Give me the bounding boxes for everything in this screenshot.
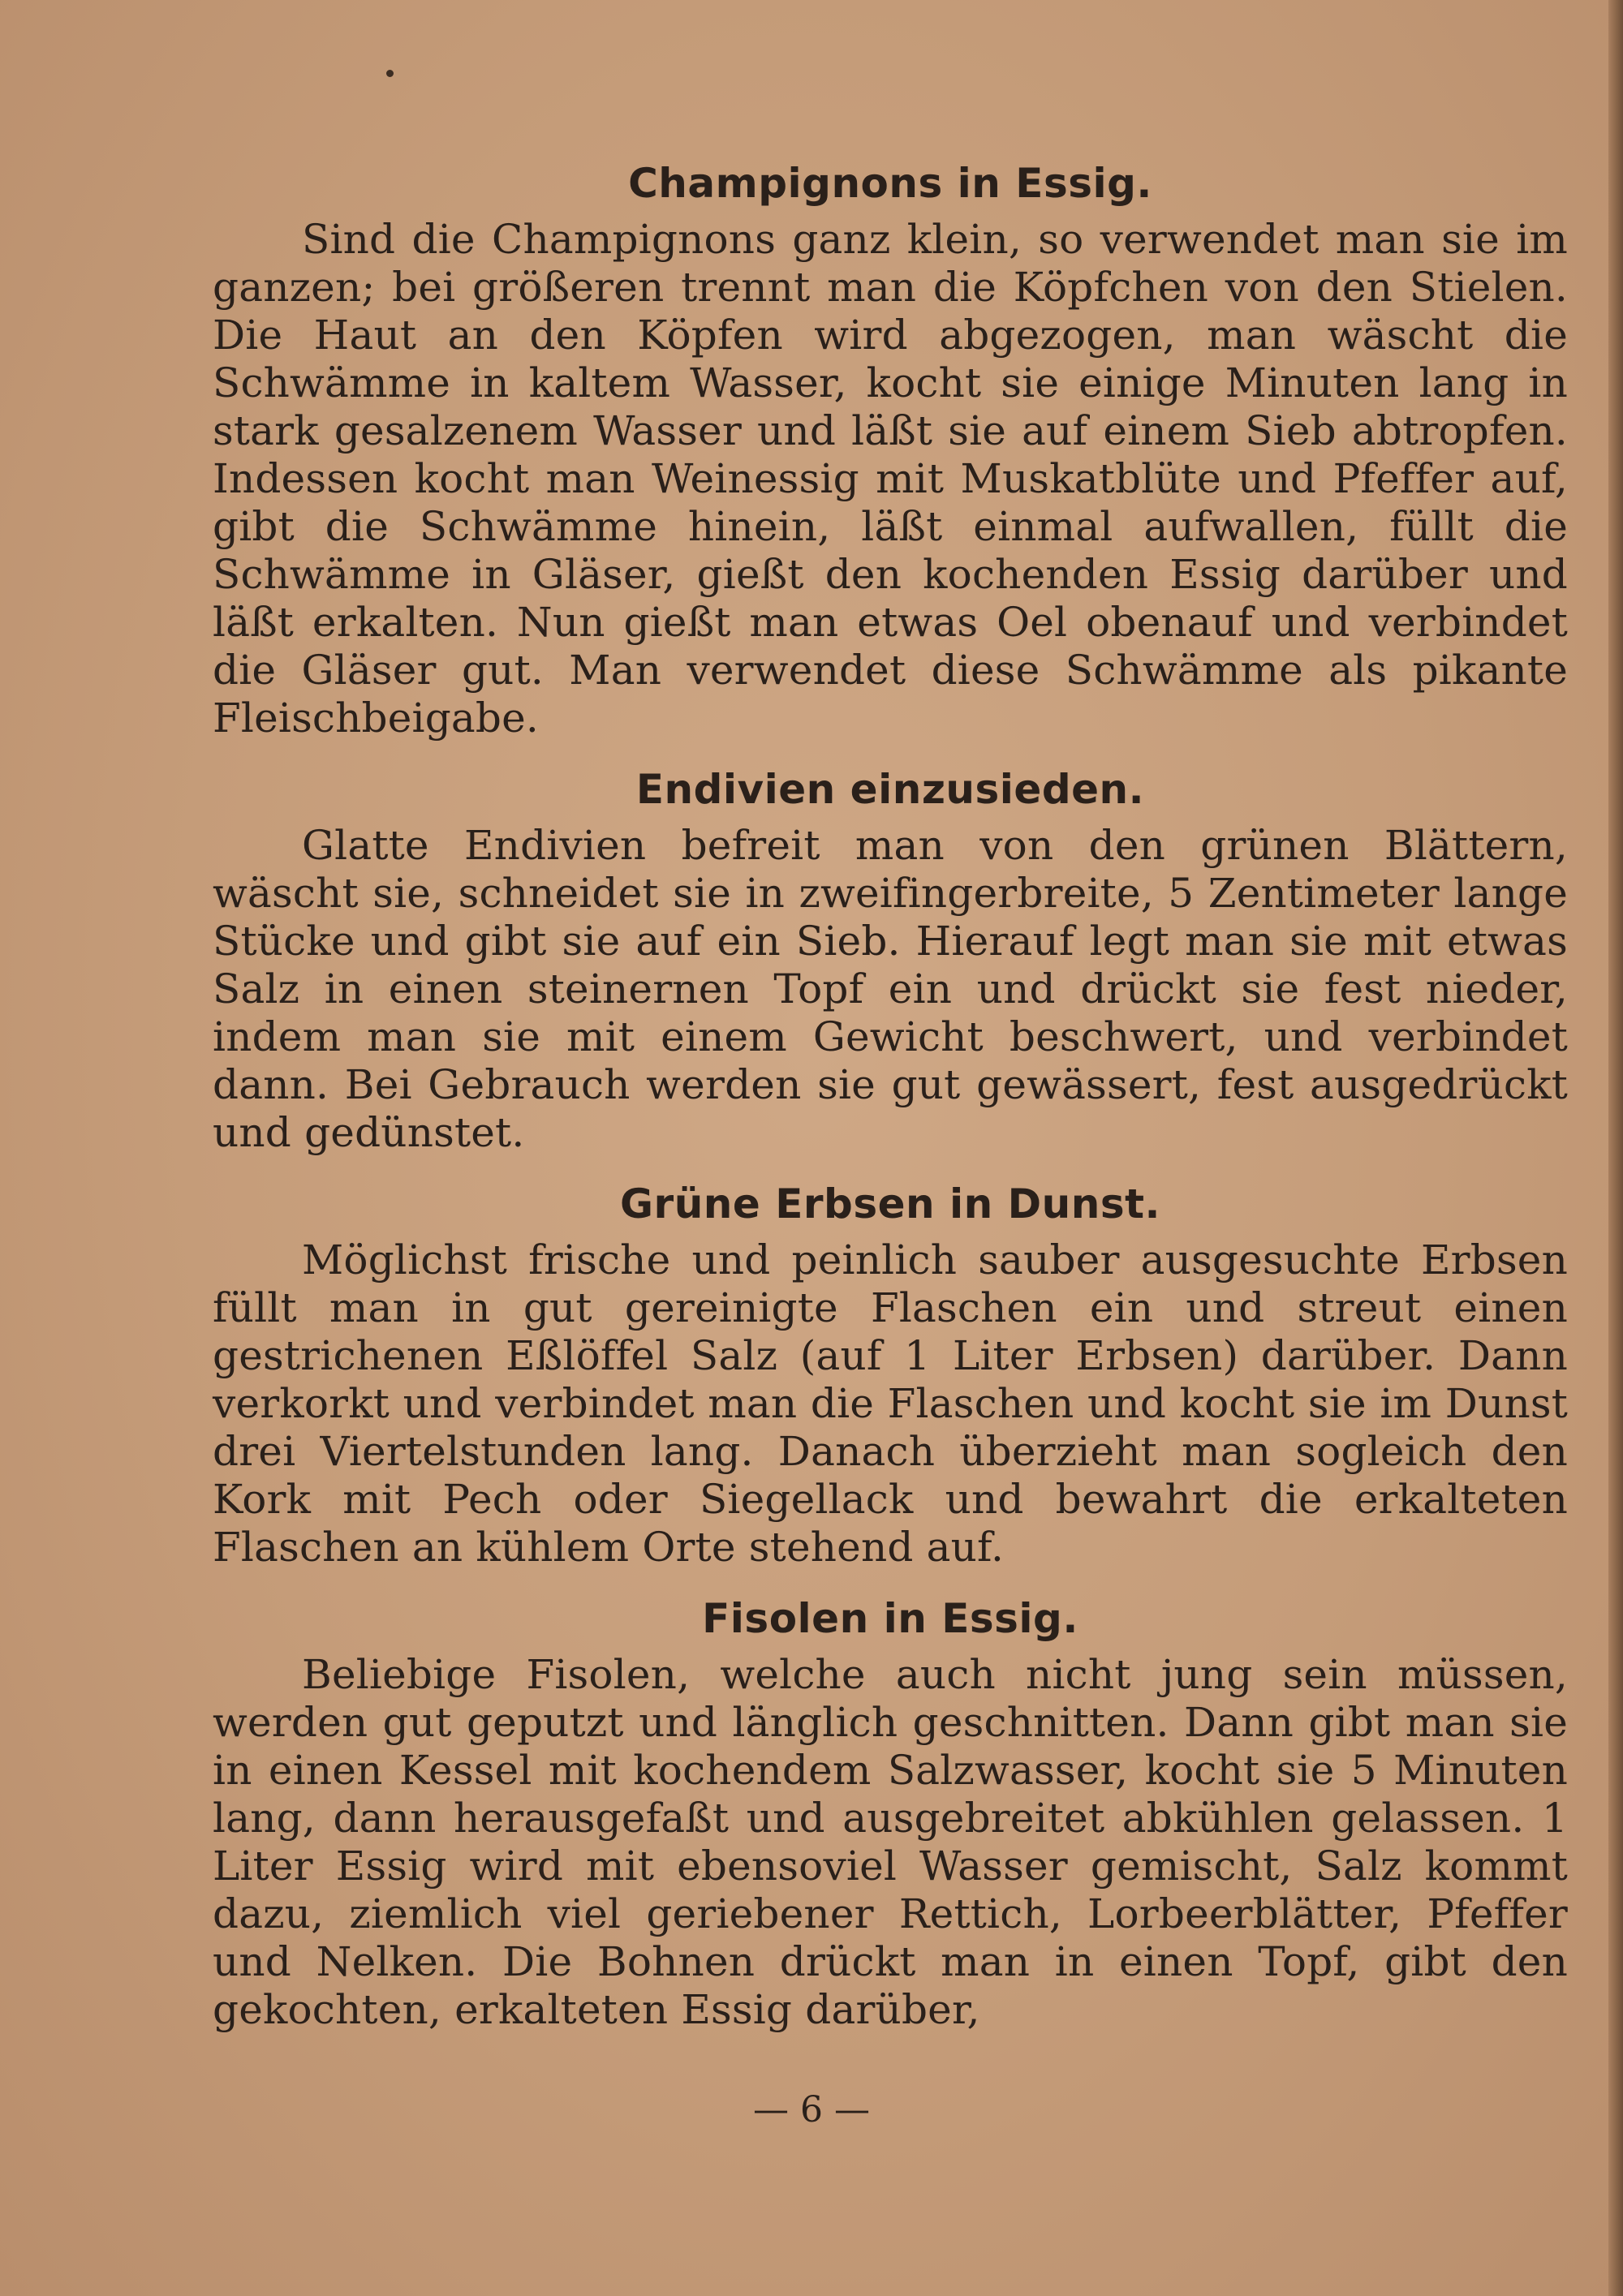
recipe-text: Beliebige Fisolen, welche auch nicht jung sein müssen, werden gut geputzt und länglich geschnitten. Dann gibt man sie in einen Kessel mit kochendem Salzwasser, kocht sie 5 Minuten lang, dann herausgefaßt und ausgebreitet abkühlen gelassen. 1 Liter Essig wird mit ebensoviel Wasser gemischt, Salz kommt dazu, ziemlich viel geriebener Rettich, Lorbeerblätter, Pfeffer und Nelken. Die Bohnen drückt man in einen Topf, gibt den gekochten, erkalteten Essig darüber, [213,1651,1568,2033]
page-content [213,151,1568,2049]
recipe-title: Grüne Erbsen in Dunst. [620,1180,1160,1228]
page-number: — 6 — [753,2089,870,2130]
recipe-fisolen [213,1586,1568,2034]
recipe-title: Champignons in Essig. [628,160,1152,207]
recipe-endivien [213,757,1568,1157]
ink-speck [386,70,394,77]
recipe-text: Möglichst frische und peinlich sauber ausgesuchte Erbsen füllt man in gut gereinigte Flaschen ein und streut einen gestrichenen Eßlöffel Salz (auf 1 Liter Erbsen) darüber. Dann verkorkt und verbindet man die Flaschen und kocht sie im Dunst drei Viertelstunden lang. Danach überzieht man sogleich den Kork mit Pech oder Siegellack und bewahrt die erkalteten Flaschen an kühlem Orte stehend auf. [213,1236,1568,1571]
recipe-champignons [213,151,1568,742]
page-edge [1608,0,1623,2296]
recipe-erbsen [213,1172,1568,1572]
recipe-text: Glatte Endivien befreit man von den grünen Blättern, wäscht sie, schneidet sie in zweifingerbreite, 5 Zentimeter lange Stücke und gibt sie auf ein Sieb. Hierauf legt man sie mit etwas Salz in einen steinernen Topf ein und drückt sie fest nieder, indem man sie mit einem Gewicht beschwert, und verbindet dann. Bei Gebrauch werden sie gut gewässert, fest ausgedrückt und gedünstet. [213,822,1568,1156]
recipe-title: Endivien einzusieden. [635,766,1145,813]
recipe-title: Fisolen in Essig. [702,1595,1078,1642]
recipe-text: Sind die Champignons ganz klein, so verwendet man sie im ganzen; bei größeren trennt man die Köpfchen von den Stielen. Die Haut an den Köpfen wird abgezogen, man wäscht die Schwämme in kaltem Wasser, kocht sie einige Minuten lang in stark gesalzenem Wasser und läßt sie auf einem Sieb abtropfen. Indessen kocht man Weinessig mit Muskatblüte und Pfeffer auf, gibt die Schwämme hinein, läßt einmal aufwallen, füllt die Schwämme in Gläser, gießt den kochenden Essig darüber und läßt erkalten. Nun gießt man etwas Oel obenauf und verbindet die Gläser gut. Man verwendet diese Schwämme als pikante Fleischbeigabe. [213,216,1568,742]
